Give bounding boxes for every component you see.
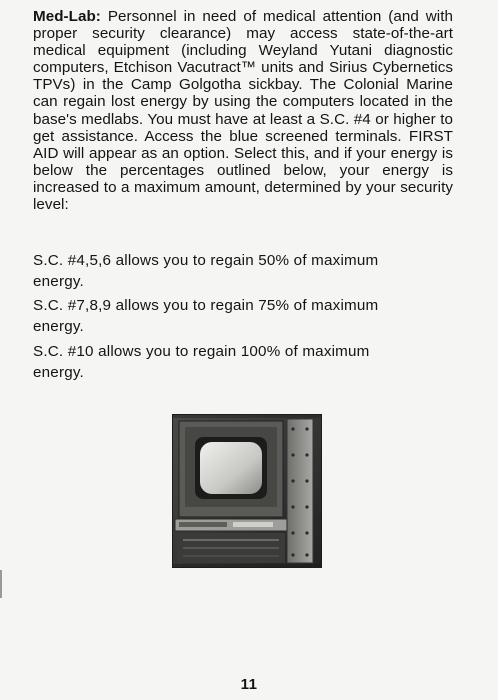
med-lab-paragraph (33, 8, 453, 213)
energy-level-3 (33, 342, 453, 383)
energy-level-2 (33, 296, 453, 337)
paragraph-text (33, 8, 453, 213)
medical-terminal-illustration (173, 415, 321, 567)
energy-level-2-line1: S.C. #7,8,9 allows you to regain 75% of maximum (33, 297, 379, 314)
energy-level-2-line2: energy. (33, 317, 84, 335)
energy-level-1 (33, 251, 453, 292)
energy-level-3-line1: S.C. #10 allows you to regain 100% of maximum (33, 343, 370, 360)
page-number: 11 (240, 676, 258, 693)
section-term: Med-Lab: (33, 8, 101, 25)
paragraph-body: Personnel in need of medical attention (and with proper security clearance) may access state-of-the-art medical equipment (including Weyland Yutani diagnostic computers, Etchison Vacutract™ units and Sirius Cybernetics TPVs) in the Camp Golgotha sickbay. The Colonial Marine can regain lost energy by using the computers located in the base's medlabs. You must have at least a S.C. #4 or higher to get assistance. Access the blue screened terminals. FIRST AID will appear as an option. Select this, and if your energy is below the percentages outlined below, your energy is increased to a maximum amount, determined by your security level: (33, 8, 453, 214)
medical-terminal-photo (172, 414, 322, 568)
energy-level-1-line2: energy. (33, 272, 84, 290)
page-edge-mark (0, 570, 2, 598)
energy-level-3-line2: energy. (33, 363, 84, 381)
energy-level-1-line1: S.C. #4,5,6 allows you to regain 50% of maximum (33, 252, 379, 269)
